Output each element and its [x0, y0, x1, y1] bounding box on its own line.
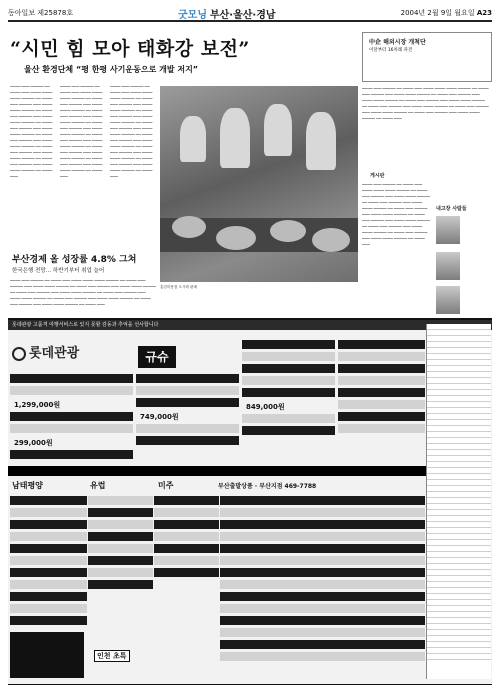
ad-package-row — [242, 388, 335, 397]
ad-package-row — [10, 616, 87, 625]
ad-package-row — [220, 520, 425, 529]
ad-price: 849,000원 — [246, 403, 285, 411]
ad-package-row — [220, 604, 425, 613]
body-text-column: ▁▁▁▁ ▁▁▁ ▁▁▁▁▁ ▁▁ ▁▁▁▁ ▁▁▁ ▁▁▁▁ ▁▁▁▁ ▁▁▁▁ ▁▁▁▁▁ ▁▁ ▁▁▁▁ ▁▁▁ ▁▁▁▁▁ ▁▁▁ ▁▁▁▁ ▁▁▁▁ ▁▁▁▁▁ ▁▁ ▁▁▁▁ ▁▁▁ ▁▁▁▁▁ ▁▁▁ ▁▁▁▁ ▁▁▁▁ ▁▁▁▁▁ ▁▁ ▁▁▁▁ ▁▁▁ ▁▁▁▁▁ ▁▁▁ ▁▁▁▁ ▁▁▁▁ ▁▁▁▁▁ ▁▁ ▁▁▁▁ ▁▁▁ ▁▁▁▁▁ ▁▁▁ ▁▁▁▁ ▁▁▁▁ ▁▁▁▁▁ ▁▁ ▁▁▁▁ ▁▁▁ ▁▁▁▁▁ ▁▁▁ ▁▁▁▁ ▁▁▁▁ ▁▁▁▁▁ ▁▁ ▁▁▁▁ ▁▁▁ ▁▁▁▁▁ ▁▁▁ ▁▁▁▁ ▁▁▁▁ ▁▁▁▁▁ ▁▁ ▁▁▁▁ ▁▁▁ — [10, 277, 156, 305]
body-text-column: ▁▁▁▁ ▁▁▁ ▁▁▁▁▁ ▁▁ ▁▁▁▁ ▁▁▁ ▁▁▁▁ ▁▁▁▁ ▁▁▁▁ ▁▁▁▁▁ ▁▁ ▁▁▁▁ ▁▁▁ ▁▁▁▁▁ ▁▁▁ ▁▁▁▁ ▁▁▁▁ ▁▁▁▁▁ ▁▁ ▁▁▁▁ ▁▁▁ ▁▁▁▁▁ ▁▁▁ ▁▁▁▁ ▁▁▁▁ ▁▁▁▁▁ ▁▁ ▁▁▁▁ ▁▁▁ ▁▁▁▁▁ ▁▁▁ ▁▁▁▁ ▁▁▁▁ ▁▁▁▁▁ ▁▁ ▁▁▁▁ ▁▁▁ ▁▁▁▁▁ ▁▁▁ ▁▁▁▁ ▁▁▁▁ ▁▁▁▁▁ ▁▁ ▁▁▁▁ ▁▁▁ ▁▁▁▁▁ ▁▁▁ ▁▁▁▁ ▁▁▁▁ ▁▁▁▁▁ ▁▁ ▁▁▁▁ ▁▁▁ ▁▁▁▁▁ ▁▁▁ ▁▁▁▁ ▁▁▁▁ ▁▁▁▁▁ ▁▁ ▁▁▁▁ ▁▁▁ — [10, 83, 53, 177]
photo-caption: 홍감미용점 도시락 판매 — [160, 285, 197, 289]
right-box-title: 中企 해외시장 개척단 — [369, 39, 426, 46]
ad-package-row — [10, 374, 133, 383]
ad-package-row — [10, 592, 87, 601]
ad-package-row — [242, 426, 335, 435]
date-page: 2004년 2월 9일 월요일 A23 — [400, 9, 492, 17]
person-photo — [436, 286, 460, 314]
board-title: 게시판 — [370, 173, 385, 179]
ad-package-row — [10, 424, 133, 433]
ad-package-row — [338, 364, 425, 373]
ad-package-row — [88, 496, 153, 505]
ad-package-row — [88, 580, 153, 589]
ad-package-row — [10, 604, 87, 613]
ad-package-row — [220, 508, 425, 517]
ad-package-row — [10, 450, 133, 459]
ad-package-row — [10, 532, 87, 541]
ad-package-row — [242, 340, 335, 349]
ad-package-row — [242, 376, 335, 385]
ad-package-row — [154, 508, 219, 517]
ad-package-row — [338, 412, 425, 421]
ad-package-row — [10, 580, 87, 589]
masthead — [8, 6, 492, 22]
ad-price: 1,299,000원 — [14, 401, 61, 409]
ad-package-row — [10, 544, 87, 553]
ad-package-row — [242, 364, 335, 373]
ad-package-row — [338, 340, 425, 349]
ad-package-row — [88, 568, 153, 577]
ad-package-row — [88, 544, 153, 553]
ad-divider-bar — [8, 466, 426, 476]
body-text-column: ▁▁▁▁ ▁▁▁ ▁▁▁▁▁ ▁▁ ▁▁▁▁ ▁▁▁ ▁▁▁▁ ▁▁▁▁ ▁▁▁▁ ▁▁▁▁▁ ▁▁ ▁▁▁▁ ▁▁▁ ▁▁▁▁▁ ▁▁▁ ▁▁▁▁ ▁▁▁▁ ▁▁▁▁▁ ▁▁ ▁▁▁▁ ▁▁▁ ▁▁▁▁▁ ▁▁▁ ▁▁▁▁ ▁▁▁▁ ▁▁▁▁▁ ▁▁ ▁▁▁▁ ▁▁▁ ▁▁▁▁▁ ▁▁▁ ▁▁▁▁ ▁▁▁▁ ▁▁▁▁▁ ▁▁ ▁▁▁▁ ▁▁▁ ▁▁▁▁▁ ▁▁▁ ▁▁▁▁ ▁▁▁▁ ▁▁▁▁▁ ▁▁ ▁▁▁▁ ▁▁▁ ▁▁▁▁▁ ▁▁▁ ▁▁▁▁ ▁▁▁▁ ▁▁▁▁▁ ▁▁ ▁▁▁▁ ▁▁▁ ▁▁▁▁▁ ▁▁▁ ▁▁▁▁ ▁▁▁▁ ▁▁▁▁▁ ▁▁ ▁▁▁▁ ▁▁▁ — [60, 83, 103, 177]
ad-package-row — [10, 412, 133, 421]
ad-package-row — [154, 496, 219, 505]
ad-package-row — [10, 386, 133, 395]
ad-package-row — [220, 652, 425, 661]
ad-package-row — [220, 568, 425, 577]
ad-price: 299,000원 — [14, 439, 53, 447]
ad-package-row — [338, 352, 425, 361]
person-photo — [436, 252, 460, 280]
ad-package-row — [338, 388, 425, 397]
ad-label-america: 미주 — [158, 481, 174, 490]
body-text-column: ▁▁▁▁ ▁▁▁ ▁▁▁▁▁ ▁▁ ▁▁▁▁ ▁▁▁ ▁▁▁▁ ▁▁▁▁ ▁▁▁▁ ▁▁▁▁▁ ▁▁ ▁▁▁▁ ▁▁▁ ▁▁▁▁▁ ▁▁▁ ▁▁▁▁ ▁▁▁▁ ▁▁▁▁▁ ▁▁ ▁▁▁▁ ▁▁▁ ▁▁▁▁▁ ▁▁▁ ▁▁▁▁ ▁▁▁▁ ▁▁▁▁▁ ▁▁ ▁▁▁▁ ▁▁▁ ▁▁▁▁▁ ▁▁▁ ▁▁▁▁ ▁▁▁▁ ▁▁▁▁▁ ▁▁ ▁▁▁▁ ▁▁▁ ▁▁▁▁▁ ▁▁▁ ▁▁▁▁ ▁▁▁▁ ▁▁▁▁▁ ▁▁ ▁▁▁▁ ▁▁▁ ▁▁▁▁▁ ▁▁▁ ▁▁▁▁ ▁▁▁▁ ▁▁▁▁▁ ▁▁ ▁▁▁▁ ▁▁▁ ▁▁▁▁▁ ▁▁▁ ▁▁▁▁ ▁▁▁▁ ▁▁▁▁▁ ▁▁ ▁▁▁▁ ▁▁▁ — [362, 85, 489, 119]
ad-bottom-badge: 인천 초특 — [94, 650, 130, 662]
ad-package-row — [88, 520, 153, 529]
ad-package-row — [136, 398, 239, 407]
ad-package-row — [220, 580, 425, 589]
ad-package-row — [154, 532, 219, 541]
ad-package-row — [88, 532, 153, 541]
ad-package-row — [10, 556, 87, 565]
ad-package-row — [136, 436, 239, 445]
ad-price: 749,000원 — [140, 413, 179, 421]
body-text-column: ▁▁▁▁ ▁▁▁ ▁▁▁▁▁ ▁▁ ▁▁▁▁ ▁▁▁ ▁▁▁▁ ▁▁▁▁ ▁▁▁▁ ▁▁▁▁▁ ▁▁ ▁▁▁▁ ▁▁▁ ▁▁▁▁▁ ▁▁▁ ▁▁▁▁ ▁▁▁▁ ▁▁▁▁▁ ▁▁ ▁▁▁▁ ▁▁▁ ▁▁▁▁▁ ▁▁▁ ▁▁▁▁ ▁▁▁▁ ▁▁▁▁▁ ▁▁ ▁▁▁▁ ▁▁▁ ▁▁▁▁▁ ▁▁▁ ▁▁▁▁ ▁▁▁▁ ▁▁▁▁▁ ▁▁ ▁▁▁▁ ▁▁▁ ▁▁▁▁▁ ▁▁▁ ▁▁▁▁ ▁▁▁▁ ▁▁▁▁▁ ▁▁ ▁▁▁▁ ▁▁▁ ▁▁▁▁▁ ▁▁▁ ▁▁▁▁ ▁▁▁▁ ▁▁▁▁▁ ▁▁ ▁▁▁▁ ▁▁▁ ▁▁▁▁▁ ▁▁▁ ▁▁▁▁ ▁▁▁▁ ▁▁▁▁▁ ▁▁ ▁▁▁▁ ▁▁▁ — [110, 83, 153, 177]
section-title: 굿모닝 부산·울산·경남 — [178, 10, 276, 21]
lotte-tour-logo: 롯데관광 — [12, 342, 79, 361]
ad-label-europe: 유럽 — [90, 481, 106, 490]
ad-package-row — [154, 544, 219, 553]
ad-label-south-pacific: 남태평양 — [12, 481, 43, 490]
ad-package-row — [338, 400, 425, 409]
ad-package-row — [88, 508, 153, 517]
ad-package-row — [338, 424, 425, 433]
lead-subhead: 울산 환경단체 “평 한평 사기운동으로 개발 저지” — [24, 65, 199, 74]
ad-package-row — [220, 544, 425, 553]
right-box — [362, 32, 492, 82]
lead-headline: “시민 힘 모아 태화강 보전” — [10, 38, 250, 60]
ad-package-row — [220, 496, 425, 505]
ad-package-row — [88, 556, 153, 565]
ad-package-row — [220, 616, 425, 625]
ad-package-row — [220, 556, 425, 565]
travel-advertisement — [8, 318, 492, 685]
ad-region-kyushu: 규슈 — [138, 346, 176, 368]
ad-package-row — [242, 352, 335, 361]
ad-top-strip: 롯데관광 고품격 여행서비스로 있지 못할 감동과 추억을 선사합니다 — [8, 320, 492, 330]
ad-package-row — [136, 374, 239, 383]
ad-package-row — [338, 376, 425, 385]
paper-name: 동아일보 제25878호 — [8, 9, 74, 17]
ad-package-row — [242, 414, 335, 423]
right-box-subtitle: 이달부터 16차례 파견 — [369, 48, 413, 53]
ad-package-row — [10, 508, 87, 517]
ad-package-row — [154, 568, 219, 577]
ad-bottom-block — [10, 632, 84, 678]
ad-package-row — [136, 424, 239, 433]
ad-package-row — [220, 592, 425, 601]
ad-package-row — [10, 520, 87, 529]
person-photo — [436, 216, 460, 244]
market-photo — [160, 86, 358, 282]
second-subhead: 한국은행 전망… 하반기부터 취업 늘어 — [12, 268, 105, 274]
ad-package-row — [154, 556, 219, 565]
payment-table — [426, 324, 491, 679]
ad-package-row — [220, 628, 425, 637]
ad-package-row — [154, 520, 219, 529]
body-text-column: ▁▁▁▁ ▁▁▁ ▁▁▁▁▁ ▁▁ ▁▁▁▁ ▁▁▁ ▁▁▁▁ ▁▁▁▁ ▁▁▁▁ ▁▁▁▁▁ ▁▁ ▁▁▁▁ ▁▁▁ ▁▁▁▁▁ ▁▁▁ ▁▁▁▁ ▁▁▁▁ ▁▁▁▁▁ ▁▁ ▁▁▁▁ ▁▁▁ ▁▁▁▁▁ ▁▁▁ ▁▁▁▁ ▁▁▁▁ ▁▁▁▁▁ ▁▁ ▁▁▁▁ ▁▁▁ ▁▁▁▁▁ ▁▁▁ ▁▁▁▁ ▁▁▁▁ ▁▁▁▁▁ ▁▁ ▁▁▁▁ ▁▁▁ ▁▁▁▁▁ ▁▁▁ ▁▁▁▁ ▁▁▁▁ ▁▁▁▁▁ ▁▁ ▁▁▁▁ ▁▁▁ ▁▁▁▁▁ ▁▁▁ ▁▁▁▁ ▁▁▁▁ ▁▁▁▁▁ ▁▁ ▁▁▁▁ ▁▁▁ ▁▁▁▁▁ ▁▁▁ ▁▁▁▁ ▁▁▁▁ ▁▁▁▁▁ ▁▁ ▁▁▁▁ ▁▁▁ — [362, 181, 430, 245]
lotte-logo-icon — [12, 347, 26, 361]
ad-package-row — [10, 496, 87, 505]
ad-busan-departure: 부산출발상품 · 부산지점 469-7788 — [218, 483, 317, 490]
ad-package-row — [10, 568, 87, 577]
brand-logo: 굿모닝 — [178, 10, 207, 21]
ad-package-row — [220, 532, 425, 541]
second-headline: 부산경제 올 성장률 4.8% 그쳐 — [12, 255, 137, 265]
guide-title: 내고장 사람들 — [436, 206, 467, 212]
ad-package-row — [220, 640, 425, 649]
ad-package-row — [136, 386, 239, 395]
